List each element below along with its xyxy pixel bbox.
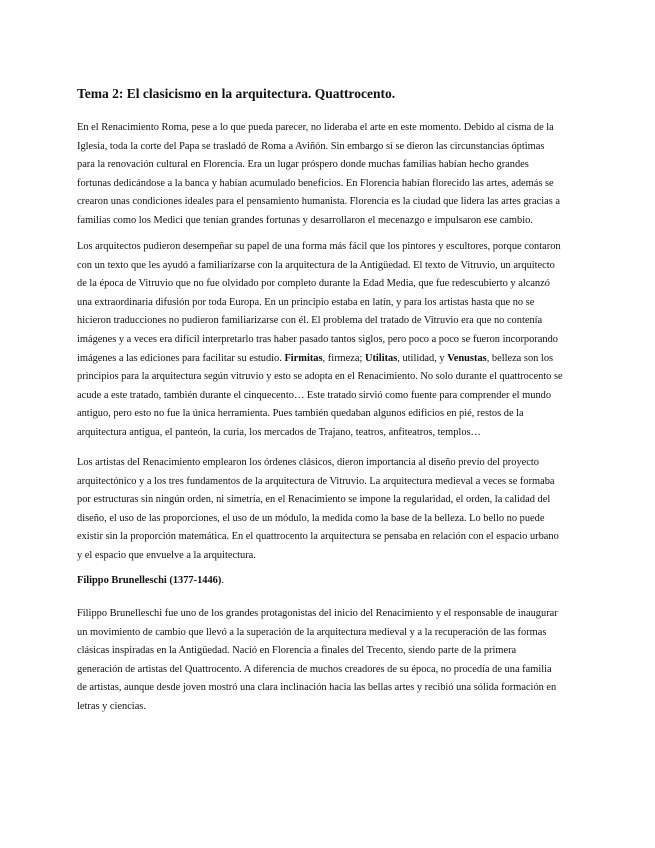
paragraph-florence <box>77 119 560 231</box>
text-line: Los arquitectos pudieron desempeñar su papel de una forma más fácil que los pintores y escultores, porque contaron <box>77 241 561 252</box>
text-line: para la renovación cultural en Florencia. Era un lugar próspero donde muchas familias habían hecho grandes <box>77 159 529 171</box>
section-heading <box>77 575 224 586</box>
text-segment: imágenes a las ediciones para facilitar su estudio. <box>77 352 285 364</box>
text-line: antiguo, pero esto no fue la única herramienta. Pues también quedaban algunos edificios en pié, restos de la <box>77 408 524 420</box>
text-line: con un texto que les ayudó a familiarizarse con la arquitectura de la Antigüedad. El texto de Vitruvio, un arquitecto <box>77 259 555 271</box>
text-line: acude a este tratado, también durante el cinquecento… Este tratado sirvió como fuente para comprender el mundo <box>77 389 552 401</box>
text-line: existir sin la proporción matemática. En el quattrocento la arquitectura se pensaba en relación con el espacio urbano <box>77 531 559 543</box>
text-line: generación de artistas del Quattrocento. A diferencia de muchos creadores de su época, no procedía de una familia <box>77 663 552 675</box>
text-line: una extraordinaria difusión por toda Europa. En un principio estaba en latín, y para los artistas hasta que no se <box>77 296 535 308</box>
text-line: letras y ciencias. <box>77 700 146 712</box>
paragraph-brunelleschi <box>77 605 558 717</box>
text-line: un movimiento de cambio que llevó a la superación de la arquitectura medieval y a la recuperación de las formas <box>77 626 547 638</box>
paragraph-renaissance-artists <box>77 454 559 566</box>
text-line: de artistas, aunque desde joven mostró una clara inclinación hacia las bellas artes y recibió una sólida formación en <box>77 682 557 694</box>
bold-term: Utilitas <box>364 352 398 364</box>
document-title: Tema 2: El clasicismo en la arquitectura. Quattrocento. <box>77 86 396 101</box>
text-segment: , utilidad, y <box>397 352 448 364</box>
text-line: por estructuras sin ningún orden, ni simetría, en el Renacimiento se impone la regularidad, el orden, la calidad del <box>77 494 551 506</box>
text-segment: , firmeza; <box>322 352 365 364</box>
text-line: Los artistas del Renacimiento emplearon los órdenes clásicos, dieron importancia al diseño previo del proyecto <box>77 457 539 468</box>
paragraph-vitruvio <box>77 238 563 443</box>
text-line: principios para la arquitectura según vitruvio y esto se adopta en el Renacimiento. No solo durante el quattrocento se <box>77 371 563 383</box>
section-heading-suffix: . <box>221 575 224 586</box>
text-line: de la época de Vitruvio que no fue olvidado por completo durante la Edad Media, que fue redescubierto y alcanzó <box>77 278 550 290</box>
text-line: y el espacio que envuelve a la arquitectura. <box>77 549 256 561</box>
text-line: diseño, el uso de las proporciones, el uso de un módulo, la medida como la base de la belleza. Lo bello no puede <box>77 512 545 524</box>
text-line: Filippo Brunelleschi fue uno de los grandes protagonistas del inicio del Renacimiento y el responsable de inaugurar <box>77 608 558 619</box>
text-line: arquitectónico y a los tres fundamentos de la arquitectura de Vitruvio. La arquitectura medieval a veces se formaba <box>77 475 555 487</box>
text-line: fortunas dedicándose a la banca y habían acumulado beneficios. En Florencia habían florecido las artes, además se <box>77 177 554 189</box>
text-line: crearon unas condiciones ideales para el pensamiento humanista. Florencia es la ciudad que lidera las artes gracias a <box>77 196 560 208</box>
text-line: imágenes y a veces era difícil interpretarlo tras haber pasado tantos siglos, pero poco a poco se fueron incorporando <box>77 333 558 345</box>
text-segment: , belleza son los <box>486 352 554 364</box>
text-line: arquitectura antigua, el panteón, la curia, los mercados de Trajano, teatros, anfiteatros, templos… <box>77 426 481 438</box>
text-line: clásicas inspiradas en la Antigüedad. Nació en Florencia a finales del Trecento, siendo parte de la primera <box>77 645 517 657</box>
text-line: hicieron traducciones no pudieron familiarizarse con él. El problema del tratado de Vitruvio era que no contenía <box>77 315 543 327</box>
text-line: En el Renacimiento Roma, pese a lo que pueda parecer, no lideraba el arte en este momento. Debido al cisma de la <box>77 122 554 133</box>
bold-term: Venustas <box>447 352 487 364</box>
section-heading-name: Filippo Brunelleschi (1377-1446) <box>77 575 222 586</box>
text-line: familias como los Medici que tenían grandes fortunas y desarrollaron el mecenazgo e impulsaron ese cambio. <box>77 214 533 226</box>
bold-term: Firmitas <box>284 352 323 364</box>
text-line <box>77 350 563 369</box>
text-line: Iglesia, toda la corte del Papa se trasladó de Roma a Aviñón. Sin embargo sí se dieron las circunstancias óptimas <box>77 140 545 152</box>
